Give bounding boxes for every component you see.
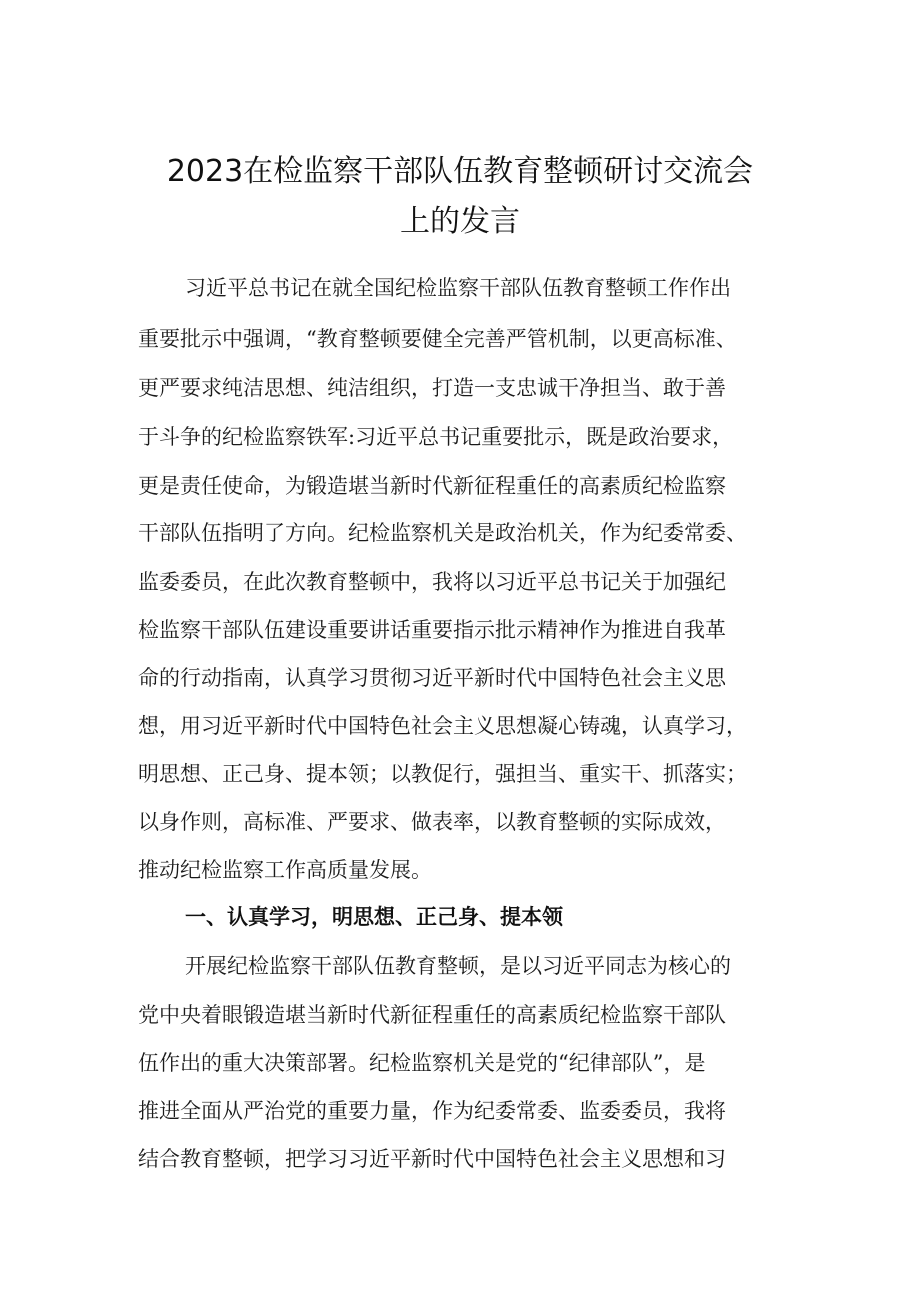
paragraph-line: 习近平总书记在就全国纪检监察干部队伍教育整顿工作作出 bbox=[185, 276, 731, 300]
paragraph-line: 以身作则，高标准、严要求、做表率，以教育整顿的实际成效， bbox=[138, 810, 726, 834]
paragraph-line: 于斗争的纪检监察铁军:习近平总书记重要批示，既是政治要求， bbox=[138, 425, 734, 449]
paragraph-line: 更严要求纯洁思想、纯洁组织，打造一支忠诚干净担当、敢于善 bbox=[138, 376, 726, 400]
paragraph-line: 开展纪检监察干部队伍教育整顿，是以习近平同志为核心的 bbox=[185, 954, 731, 978]
paragraph-line: 重要批示中强调，“教育整顿要健全完善严管机制，以更高标准、 bbox=[138, 327, 737, 351]
document-title-line-2: 上的发言 bbox=[400, 204, 520, 239]
paragraph-line: 党中央着眼锻造堪当新时代新征程重任的高素质纪检监察干部队 bbox=[138, 1003, 726, 1027]
paragraph-line: 命的行动指南，认真学习贯彻习近平新时代中国特色社会主义思 bbox=[138, 666, 726, 690]
paragraph-line: 更是责任使命，为锻造堪当新时代新征程重任的高素质纪检监察 bbox=[138, 474, 726, 498]
paragraph-line: 推进全面从严治党的重要力量，作为纪委常委、监委委员，我将 bbox=[138, 1099, 726, 1123]
document-title-line-1: 2023在检监察干部队伍教育整顿研讨交流会 bbox=[166, 154, 754, 189]
paragraph-line: 明思想、正己身、提本领；以教促行，强担当、重实干、抓落实； bbox=[138, 762, 747, 786]
paragraph-line: 监委委员，在此次教育整顿中，我将以习近平总书记关于加强纪 bbox=[138, 570, 726, 594]
paragraph-line: 检监察干部队伍建设重要讲话重要指示批示精神作为推进自我革 bbox=[138, 618, 726, 642]
paragraph-line: 干部队伍指明了方向。纪检监察机关是政治机关，作为纪委常委、 bbox=[138, 521, 747, 545]
paragraph-line: 想，用习近平新时代中国特色社会主义思想凝心铸魂，认真学习， bbox=[138, 714, 747, 738]
paragraph-line: 伍作出的重大决策部署。纪检监察机关是党的“纪律部队”，是 bbox=[138, 1051, 706, 1075]
section-heading: 一、认真学习，明思想、正己身、提本领 bbox=[185, 905, 563, 929]
paragraph-line: 推动纪检监察工作高质量发展。 bbox=[138, 858, 432, 882]
paragraph-line: 结合教育整顿，把学习习近平新时代中国特色社会主义思想和习 bbox=[138, 1147, 726, 1171]
